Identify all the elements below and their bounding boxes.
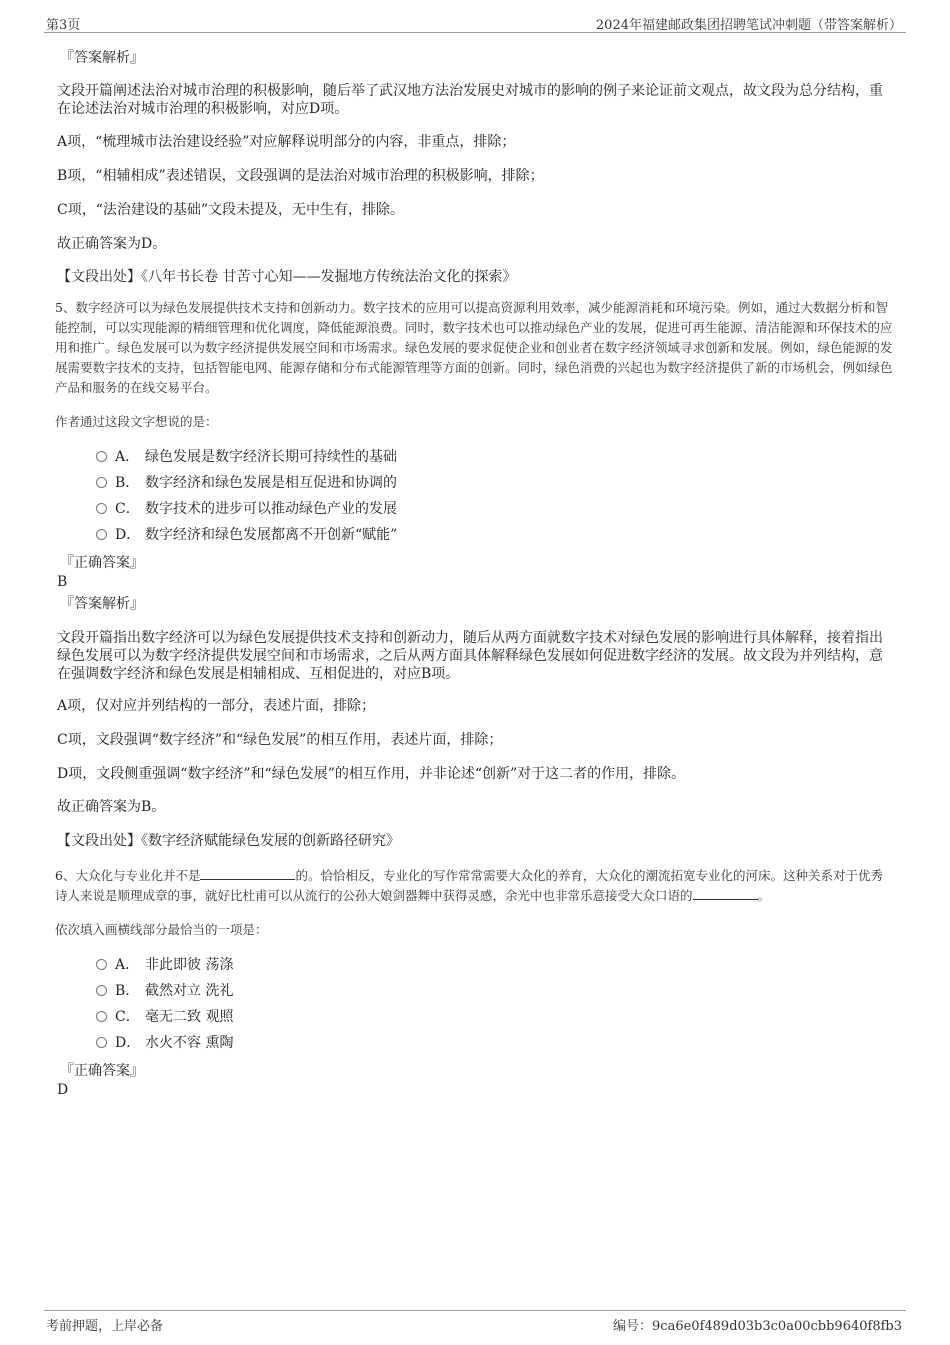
- q5-option-c-note: C项，文段强调“数字经济”和“绿色发展”的相互作用，表述片面，排除；: [57, 732, 503, 748]
- radio-icon[interactable]: [96, 985, 107, 996]
- q5-option-c[interactable]: C． 数字技术的进步可以推动绿色产业的发展: [96, 499, 397, 519]
- q6-answer: D: [57, 1082, 69, 1098]
- document-title: 2024年福建邮政集团招聘笔试冲刺题（带答案解析）: [595, 18, 902, 33]
- q4-option-a-note: A项，“梳理城市法治建设经验”对应解释说明部分的内容，非重点，排除；: [57, 134, 516, 150]
- q4-conclusion: 故正确答案为D。: [57, 236, 167, 252]
- page-header: [44, 12, 906, 33]
- q5-answer-label: 『正确答案』: [60, 555, 144, 571]
- footer-slogan: 考前押题，上岸必备: [46, 1319, 164, 1334]
- page-footer: [44, 1310, 906, 1335]
- document-code: 编号：9ca6e0f489d03b3c0a00cbb9640f8fb3: [613, 1319, 902, 1334]
- q4-option-c-note: C项，“法治建设的基础”文段未提及，无中生有，排除。: [57, 202, 405, 218]
- q5-option-a-note: A项，仅对应并列结构的一部分，表述片面，排除；: [57, 698, 376, 714]
- radio-icon[interactable]: [96, 503, 107, 514]
- q5-question-text: 5、数字经济可以为绿色发展提供技术支持和创新动力。数字技术的应用可以提高资源利用效率，减少能源消耗和环境污染。例如，通过大数据分析和智能控制，可以实现能源的精细管理和优化调度，降低能源浪费。同时，数字技术也可以推动绿色产业的发展，促进可再生能源、清洁能源和环保技术的应用和推广。绿色发展可以为数字经济提供发展空间和市场需求。绿色发展的要求促使企业和创业者在数字经济领域寻求创新和发展。例如，绿色能源的发展需要数字技术的支持，包括智能电网、能源存储和分布式能源管理等方面的创新。同时，绿色消费的兴起也为数字经济提供了新的市场机会，例如绿色产品和服务的在线交易平台。: [55, 300, 893, 395]
- q6-option-a[interactable]: A． 非此即彼 荡涤: [96, 955, 233, 975]
- q4-option-b-note: B项，“相辅相成”表述错误，文段强调的是法治对城市治理的积极影响，排除；: [57, 168, 544, 184]
- q5-prompt: 作者通过这段文字想说的是：: [55, 414, 218, 429]
- page-number: 第3页: [46, 18, 81, 33]
- radio-icon[interactable]: [96, 529, 107, 540]
- radio-icon[interactable]: [96, 1011, 107, 1022]
- q6-prompt: 依次填入画横线部分最恰当的一项是：: [55, 922, 268, 937]
- radio-icon[interactable]: [96, 477, 107, 488]
- q6-answer-label: 『正确答案』: [60, 1063, 144, 1079]
- q6-option-b[interactable]: B． 截然对立 洗礼: [96, 981, 233, 1001]
- q5-conclusion: 故正确答案为B。: [57, 799, 166, 815]
- blank-1: [200, 866, 295, 880]
- radio-icon[interactable]: [96, 959, 107, 970]
- radio-icon[interactable]: [96, 1037, 107, 1048]
- q5-option-d[interactable]: D． 数字经济和绿色发展都离不开创新“赋能”: [96, 525, 397, 545]
- blank-2: [693, 886, 758, 900]
- q6-option-d[interactable]: D． 水火不容 熏陶: [96, 1033, 233, 1053]
- q5-analysis-label: 『答案解析』: [60, 596, 144, 612]
- q5-option-d-note: D项，文段侧重强调“数字经济”和“绿色发展”的相互作用，并非论述“创新”对于这二者的作用，排除。: [57, 766, 686, 782]
- radio-icon[interactable]: [96, 451, 107, 462]
- q4-source: 【文段出处】《八年书长卷 甘苦寸心知——发掘地方传统法治文化的探索》: [57, 269, 517, 285]
- q4-analysis-label: 『答案解析』: [60, 50, 144, 66]
- q4-analysis-text: 文段开篇阐述法治对城市治理的积极影响，随后举了武汉地方法治发展史对城市的影响的例子来论证前文观点，故文段为总分结构，重在论述法治对城市治理的积极影响，对应D项。: [57, 83, 883, 117]
- q6-question-text: 6、大众化与专业化并不是 的。恰恰相反，专业化的写作常常需要大众化的养育，大众化的潮流拓宽专业化的河床。这种关系对于优秀诗人来说是顺理成章的事，就好比杜甫可以从流行的公孙大娘剑器舞中获得灵感，余光中也非常乐意接受大众口语的 。: [55, 868, 883, 903]
- q6-option-c[interactable]: C． 毫无二致 观照: [96, 1007, 233, 1027]
- q5-analysis-text: 文段开篇指出数字经济可以为绿色发展提供技术支持和创新动力，随后从两方面就数字技术对绿色发展的影响进行具体解释，接着指出绿色发展可以为数字经济提供发展空间和市场需求，之后从两方面具体解释绿色发展如何促进数字经济的发展。故文段为并列结构，意在强调数字经济和绿色发展是相辅相成、互相促进的，对应B项。: [57, 630, 883, 682]
- q5-option-b[interactable]: B． 数字经济和绿色发展是相互促进和协调的: [96, 473, 397, 493]
- q5-answer: B: [57, 574, 68, 590]
- q5-option-a[interactable]: A． 绿色发展是数字经济长期可持续性的基础: [96, 447, 397, 467]
- q5-source: 【文段出处】《数字经济赋能绿色发展的创新路径研究》: [57, 833, 400, 849]
